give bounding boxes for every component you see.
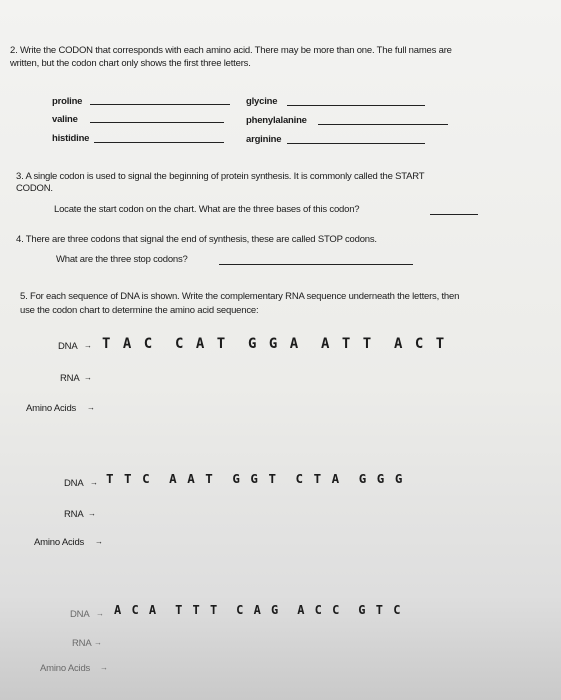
right-arrow-icon: → — [90, 478, 98, 487]
q2-text-line2: written, but the codon chart only shows the first three letters. — [10, 58, 251, 69]
answer-blank-histidine[interactable] — [94, 142, 224, 143]
q3-question: Locate the start codon on the chart. What are the three bases of this codon? — [54, 204, 360, 215]
right-arrow-icon: → — [100, 663, 108, 672]
rna-label-2: RNA — [64, 509, 84, 520]
right-arrow-icon: → — [88, 509, 96, 518]
q5-text-line2: use the codon chart to determine the amino acid sequence: — [20, 305, 259, 316]
amino-acids-label-2: Amino Acids — [34, 537, 85, 548]
answer-blank-proline[interactable] — [90, 104, 230, 105]
right-arrow-icon: → — [84, 341, 92, 350]
amino-label-histidine: histidine — [52, 133, 90, 144]
rna-label-3: RNA — [72, 638, 92, 649]
answer-blank-stop-codons[interactable] — [219, 264, 413, 265]
answer-blank-arginine[interactable] — [287, 143, 425, 144]
q5-text-line1: 5. For each sequence of DNA is shown. Write the complementary RNA sequence underneath the letters, then — [20, 291, 460, 302]
dna-label-1: DNA — [58, 341, 78, 352]
dna-label-3: DNA — [70, 609, 90, 620]
amino-label-proline: proline — [52, 96, 83, 107]
answer-blank-phenylalanine[interactable] — [318, 124, 448, 125]
dna-sequence-2: T T C A A T G G T C T A G G G — [106, 471, 404, 486]
right-arrow-icon: → — [95, 537, 103, 546]
amino-label-valine: valine — [52, 114, 78, 125]
right-arrow-icon: → — [96, 609, 104, 618]
answer-blank-glycine[interactable] — [287, 105, 425, 106]
q2-text-line1: 2. Write the CODON that corresponds with each amino acid. There may be more than one. The full names are — [10, 45, 452, 56]
answer-blank-start-codon[interactable] — [430, 214, 478, 215]
right-arrow-icon: → — [94, 638, 102, 647]
q3-text-line1: 3. A single codon is used to signal the beginning of protein synthesis. It is commonly called the START — [16, 171, 425, 182]
dna-label-2: DNA — [64, 478, 84, 489]
q4-text: 4. There are three codons that signal the end of synthesis, these are called STOP codons. — [16, 234, 377, 245]
right-arrow-icon: → — [87, 403, 95, 412]
q3-text-line2: CODON. — [16, 183, 53, 194]
answer-blank-valine[interactable] — [90, 122, 224, 123]
amino-label-phenylalanine: phenylalanine — [246, 115, 307, 126]
dna-sequence-3: A C A T T T C A G A C C G T C — [114, 603, 402, 617]
amino-label-glycine: glycine — [246, 96, 278, 107]
right-arrow-icon: → — [84, 373, 92, 382]
amino-label-arginine: arginine — [246, 134, 282, 145]
amino-acids-label-1: Amino Acids — [26, 403, 77, 414]
rna-label-1: RNA — [60, 373, 80, 384]
q4-question: What are the three stop codons? — [56, 254, 188, 265]
rna-answer-area-1[interactable] — [98, 386, 478, 387]
amino-acids-label-3: Amino Acids — [40, 663, 91, 674]
dna-sequence-1: T A C C A T G G A A T T A C T — [102, 336, 447, 352]
